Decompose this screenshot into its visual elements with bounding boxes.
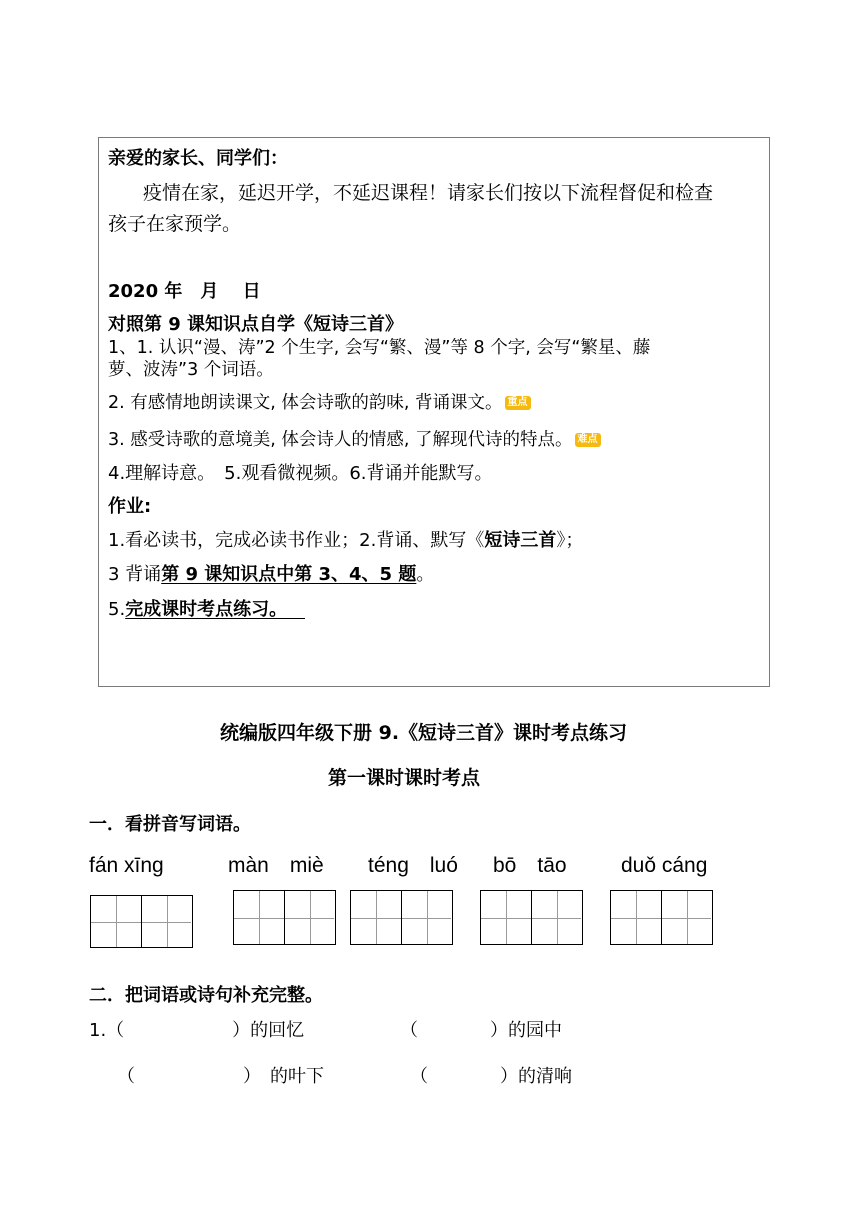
notice-body-line1: 疫情在家，延迟开学，不延迟课程！请家长们按以下流程督促和检查 [143, 182, 714, 204]
objective-1-line2: 萝、波涛”3 个词语。 [108, 360, 274, 380]
writing-cell[interactable] [351, 891, 401, 944]
writing-cell[interactable] [284, 891, 334, 944]
pinyin-3: téng luó [368, 854, 458, 877]
homework-2 [108, 566, 434, 584]
objective-3 [108, 432, 601, 450]
writing-cell[interactable] [141, 896, 191, 947]
homework-3-task: 完成课时考点练习。 [125, 599, 288, 620]
objective-3-text: 3. 感受诗歌的意境美, 体会诗人的情感, 了解现代诗的特点。 [108, 430, 573, 450]
pinyin-2: màn miè [228, 854, 324, 877]
worksheet-title: 统编版四年级下册 9.《短诗三首》课时考点练习 [220, 722, 628, 744]
pinyin-4: bō tāo [493, 854, 567, 877]
key-point-badge: 重点 [505, 396, 531, 410]
homework-1-poem: 短诗三首 [484, 530, 557, 551]
section-1-heading: 一．看拼音写词语。 [89, 814, 251, 835]
objective-4: 4.理解诗意。 5.观看微视频。6.背诵并能默写。 [108, 463, 493, 484]
writing-cell[interactable] [481, 891, 531, 944]
writing-cell[interactable] [234, 891, 284, 944]
notice-date: 2020 年 月 日 [108, 281, 261, 302]
writing-cell[interactable] [401, 891, 451, 944]
homework-3 [108, 601, 305, 619]
writing-grid-1[interactable] [90, 895, 193, 948]
objective-2-text: 2. 有感情地朗读课文, 体会诗歌的韵味, 背诵课文。 [108, 393, 503, 413]
fill-blank-1a: 1.（ ）的回忆 [89, 1020, 305, 1041]
writing-grid-4[interactable] [480, 890, 583, 945]
homework-3-underline [287, 602, 305, 619]
writing-cell[interactable] [611, 891, 661, 944]
pinyin-5: duǒ cáng [621, 854, 708, 877]
homework-1 [108, 532, 583, 550]
notice-body-line2: 孩子在家预学。 [108, 213, 242, 235]
homework-2-task: 第 9 课知识点中第 3、4、5 题 [161, 564, 417, 585]
writing-cell[interactable] [661, 891, 711, 944]
writing-cell[interactable] [531, 891, 581, 944]
lesson-title: 对照第 9 课知识点自学《短诗三首》 [108, 314, 404, 335]
writing-cell[interactable] [91, 896, 141, 947]
homework-2-c: 。 [416, 564, 435, 585]
section-2-heading: 二．把词语或诗句补充完整。 [89, 985, 323, 1006]
difficult-point-badge: 难点 [575, 433, 601, 447]
writing-grid-2[interactable] [233, 890, 336, 945]
homework-label: 作业: [108, 496, 152, 517]
homework-3-a: 5. [108, 599, 126, 620]
worksheet-subtitle: 第一课时课时考点 [328, 767, 481, 789]
writing-grid-5[interactable] [610, 890, 713, 945]
writing-grid-3[interactable] [350, 890, 453, 945]
fill-blank-1b: （ ）的园中 [400, 1020, 562, 1041]
fill-blank-2b: （ ）的清响 [410, 1066, 572, 1087]
fill-blank-2a: （ ） 的叶下 [117, 1066, 324, 1087]
notice-greeting: 亲爱的家长、同学们： [108, 148, 288, 169]
pinyin-1: fán xīng [89, 854, 164, 877]
objective-1-line1: 1、1. 认识“漫、涛”2 个生字, 会写“繁、漫”等 8 个字, 会写“繁星、藤 [108, 338, 651, 358]
homework-2-a: 3 背诵 [108, 564, 162, 585]
homework-1-a: 1.看必读书，完成必读书作业；2.背诵、默写《 [108, 530, 485, 551]
objective-2 [108, 395, 531, 413]
homework-1-c: 》； [556, 530, 584, 551]
